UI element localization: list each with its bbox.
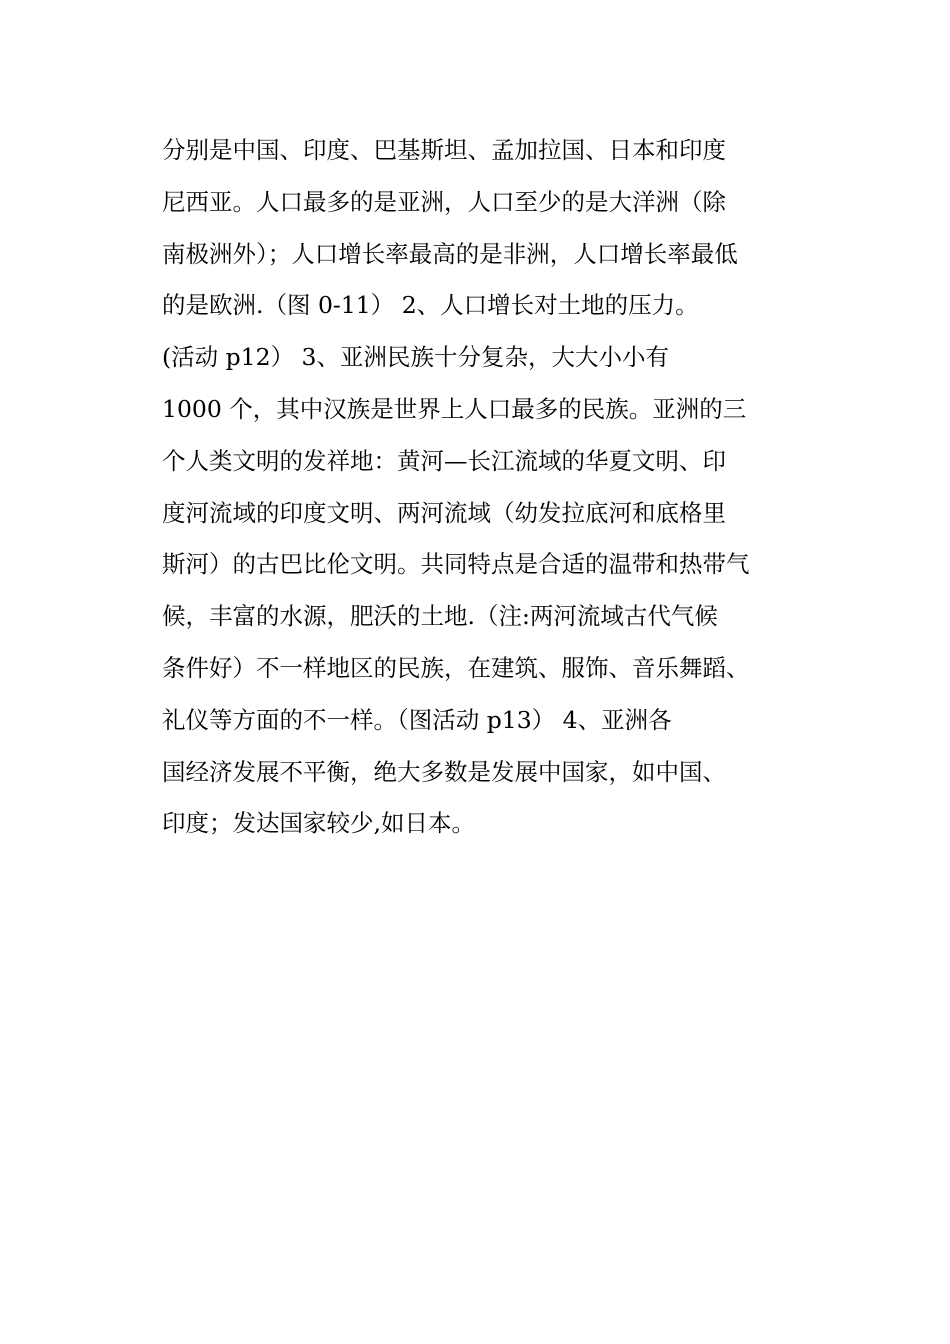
text-line: 南极洲外）；人口增长率最高的是非洲，人口增长率最低	[162, 239, 738, 268]
body-text	[162, 127, 802, 852]
text-line: 印度；发达国家较少,如日本。	[162, 809, 475, 838]
text-line: (活动 p12） 3、亚洲民族十分复杂，大大小小有	[162, 343, 670, 372]
text-line: 斯河）的古巴比伦文明。共同特点是合适的温带和热带气	[162, 550, 750, 579]
text-line: 度河流域的印度文明、两河流域（幼发拉底河和底格里	[162, 498, 726, 527]
text-line: 候，丰富的水源，肥沃的土地.（注:两河流域古代气候	[162, 602, 718, 631]
text-line: 分别是中国、印度、巴基斯坦、孟加拉国、日本和印度	[162, 136, 726, 164]
text-line: 条件好）不一样地区的民族，在建筑、服饰、音乐舞蹈、	[162, 653, 750, 682]
text-line: 尼西亚。人口最多的是亚洲，人口至少的是大洋洲（除	[162, 187, 726, 216]
text-line: 个人类文明的发祥地：黄河—长江流域的华夏文明、印	[162, 446, 726, 475]
text-line: 国经济发展不平衡，绝大多数是发展中国家，如中国、	[162, 757, 726, 786]
text-line: 的是欧洲.（图 0-11） 2、人口增长对土地的压力。	[162, 291, 699, 320]
text-line: 1000 个，其中汉族是世界上人口最多的民族。亚洲的三	[162, 394, 747, 423]
text-line: 礼仪等方面的不一样。（图活动 p13） 4、亚洲各	[162, 705, 672, 734]
